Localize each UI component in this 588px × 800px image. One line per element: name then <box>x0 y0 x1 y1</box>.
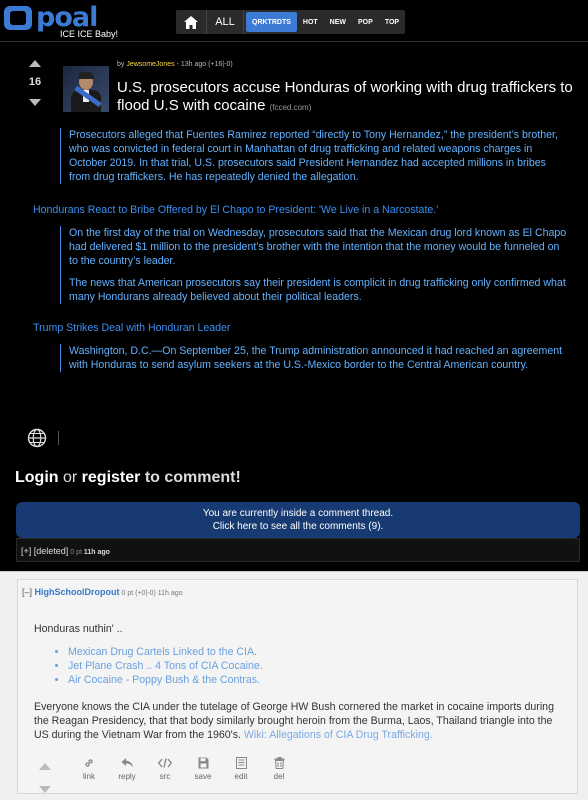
list-item <box>68 645 570 659</box>
comment-link[interactable]: Jet Plane Crash .. 4 Tons of CIA Cocaine. <box>68 660 263 672</box>
quote-text: On the first day of the trial on Wednesday, prosecutors said that the Mexican drug lord known as El Chapo had delivered $1 million to the president’s brother with the intention that the money would be funneled on to the country’s leader. <box>69 227 567 267</box>
wiki-link[interactable]: Wiki: Allegations of CIA Drug Trafficking. <box>243 729 433 741</box>
comment-vote <box>38 763 52 793</box>
quote-text: Washington, D.C.—On September 25, the Trump administration announced it had reached an agreement with Honduras to send asylum seekers at the U.S.-Mexico border to the Central American country. <box>69 345 563 371</box>
login-tail: to comment! <box>140 469 241 486</box>
upvote-icon[interactable] <box>29 60 41 67</box>
comment-body <box>34 622 570 742</box>
quote-block <box>60 226 568 304</box>
nav-divider <box>243 10 244 34</box>
comment-paragraph <box>34 700 570 742</box>
quote-text: The news that American prosecutors say their president is complicit in drug trafficking only confirmed what many Hondurans already believed about their political leaders. <box>69 277 566 303</box>
reply-button[interactable] <box>108 756 146 781</box>
nav-tab-pop[interactable]: POP <box>358 18 373 26</box>
post-thumbnail[interactable] <box>63 66 109 112</box>
save-label: save <box>194 772 212 781</box>
logo-mark <box>4 6 32 30</box>
thread-notice[interactable] <box>16 502 580 538</box>
nav-tab-new[interactable]: NEW <box>329 18 347 26</box>
top-nav <box>176 10 405 34</box>
deleted-points: 0 pt <box>68 549 84 556</box>
delete-button[interactable] <box>260 756 298 781</box>
comment-link[interactable]: Mexican Drug Cartels Linked to the CIA. <box>68 646 258 658</box>
list-item <box>68 673 570 687</box>
login-or: or <box>58 469 82 486</box>
post-title-link[interactable]: U.S. prosecutors accuse Honduras of working with drug traffickers to flood U.S with cocaine <box>117 79 573 114</box>
comment-intro: Honduras nuthin' .. <box>34 623 123 635</box>
article-link[interactable]: Hondurans React to Bribe Offered by El Chapo to President: 'We Live in a Narcostate.' <box>33 204 439 216</box>
quote-block <box>60 344 568 372</box>
site-header <box>0 0 588 42</box>
post-score: 16 <box>28 76 42 88</box>
thumbnail-figure-hair <box>78 72 94 79</box>
comment-link[interactable]: Air Cocaine - Poppy Bush & the Contras. <box>68 674 260 686</box>
deleted-label[interactable]: [+] [deleted] <box>21 546 69 556</box>
register-link[interactable]: register <box>81 469 141 486</box>
post-footer <box>27 428 59 448</box>
logo-text: poal <box>36 2 98 33</box>
notice-line-2[interactable]: Click here to see all the comments (9). <box>212 521 384 532</box>
edit-button[interactable] <box>222 756 260 781</box>
post-title <box>117 79 579 117</box>
nav-tab-top[interactable]: TOP <box>384 18 400 26</box>
home-icon <box>184 16 198 29</box>
post-vote <box>26 60 44 106</box>
comment-card <box>17 579 578 794</box>
save-icon <box>198 757 209 769</box>
byline-prefix: by <box>117 61 125 68</box>
edit-icon <box>236 757 247 769</box>
link-button[interactable] <box>70 756 108 781</box>
downvote-icon[interactable] <box>29 99 41 106</box>
code-icon <box>158 757 172 769</box>
footer-divider <box>58 431 59 445</box>
comment-actions <box>70 756 298 781</box>
login-link[interactable]: Login <box>15 469 59 486</box>
reply-label: reply <box>118 772 136 781</box>
nav-tab-qrktrdts[interactable]: QRKTRDTS <box>246 12 297 32</box>
comment-link-list <box>68 645 570 687</box>
upvote-icon[interactable] <box>39 763 51 770</box>
comment-section <box>0 571 588 800</box>
save-button[interactable] <box>184 756 222 781</box>
trash-icon <box>274 757 285 769</box>
comment-paragraph-text: Everyone knows the CIA under the tutelage of George HW Bush cornered the market in cocaine imports during the Reagan Presidency, that that body similarly brought heroin from the Burma, Laos, Thailand triangle into the US during the Vietnam War from the 1960's. <box>34 701 554 741</box>
link-icon <box>83 757 95 769</box>
site-logo[interactable] <box>4 4 124 38</box>
edit-label: edit <box>234 772 248 781</box>
comment-author-link[interactable]: HighSchoolDropout <box>34 587 120 597</box>
nav-tab-hot[interactable]: HOT <box>302 18 318 26</box>
collapse-toggle[interactable]: [–] <box>22 587 33 597</box>
list-item <box>68 659 570 673</box>
home-button[interactable] <box>176 10 206 34</box>
link-label: link <box>82 772 95 781</box>
quote-text: Prosecutors alleged that Fuentes Ramirez reported “directly to Tony Hernandez,” the president’s brother, who was convicted in federal court in Manhattan of drug trafficking and related weapons charges in October 2019. In that trial, U.S. prosecutors said President Hernandez had accepted millions in bribes from drug traffickers. He has repeatedly denied the allegation. <box>69 129 558 183</box>
nav-all[interactable]: ALL <box>215 16 235 28</box>
delete-label: del <box>273 772 285 781</box>
reply-icon <box>121 757 134 769</box>
post-author-link[interactable]: JewsomeJones <box>126 61 175 68</box>
quote-block <box>60 128 568 184</box>
post-domain[interactable]: (fcced.com) <box>269 103 312 112</box>
byline-meta: - 13h ago (+16|-0) <box>176 61 233 68</box>
deleted-time: 11h ago <box>83 549 110 556</box>
post-byline <box>117 61 233 68</box>
globe-icon[interactable] <box>27 428 47 448</box>
source-button[interactable] <box>146 756 184 781</box>
article-link[interactable]: Trump Strikes Deal with Honduran Leader <box>33 322 231 334</box>
notice-line-1: You are currently inside a comment thread. <box>202 508 394 519</box>
login-prompt <box>15 469 241 487</box>
deleted-comment <box>16 538 580 562</box>
comment-header <box>22 587 183 597</box>
source-label: src <box>159 772 171 781</box>
downvote-icon[interactable] <box>39 786 51 793</box>
logo-tagline: ICE ICE Baby! <box>60 29 119 39</box>
comment-meta: 0 pt (+0|-0) 11h ago <box>119 590 183 597</box>
